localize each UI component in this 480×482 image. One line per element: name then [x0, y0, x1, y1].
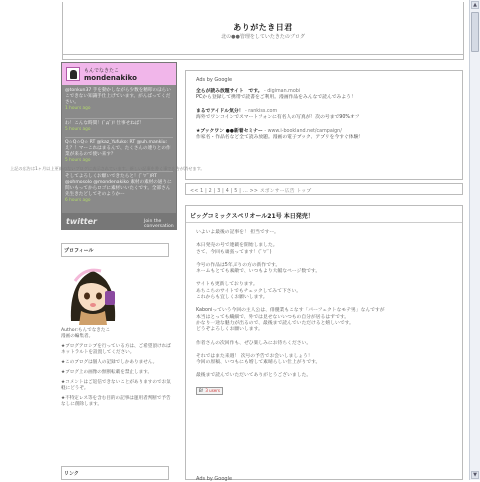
- post-title-bar: [186, 206, 462, 223]
- ad-item[interactable]: [196, 129, 456, 141]
- scroll-up-arrow-icon[interactable]: ▲: [471, 1, 479, 9]
- twitter-widget-footer: [62, 213, 176, 229]
- site-subtitle: 北の●●管理をしていたきたのブログ: [221, 34, 305, 40]
- tweet-divider: [65, 118, 173, 119]
- profile-paragraph: ★このブログは個人の記録でしかありません。: [61, 360, 158, 365]
- tweet-time-link[interactable]: 5 hours ago: [65, 127, 91, 132]
- tweet-text: Q☆Q☆Q☆ RT @kaz_Yufuko: RT @uh.mankiu: え？！マーこれはまるんで、たくさんの連りとの作業が来るので使い来す？: [65, 140, 171, 157]
- profile-paragraph: ★ブログ上の画像の無断転載を禁止します。: [61, 370, 153, 375]
- hatena-bookmark-icon: B!: [199, 387, 204, 393]
- post-paragraph: 最後まで読んでいただいてありがとうございました。: [196, 373, 312, 379]
- links-heading: リンク: [64, 471, 79, 477]
- twitter-logo[interactable]: twitter: [66, 217, 97, 226]
- post-body: [196, 230, 456, 395]
- ad-url[interactable]: - www.i-bookland.net/campaign/: [264, 129, 342, 134]
- sponsored-ads-box: [185, 70, 463, 180]
- profile-caption: [61, 328, 173, 340]
- bookmark-count: 3 users: [205, 387, 220, 393]
- twitter-widget: [61, 62, 177, 230]
- ad-description: 作家名・作品名など全て読み放題。漫画の電子ブック、アプリを今すぐ体験！: [196, 135, 364, 141]
- tweet-item: [65, 88, 173, 112]
- twitter-display-name: もんでなきたこ: [84, 68, 120, 74]
- ad-description: PCから登録して携帯で読書をご利用。漫画作品をみんなで読んでみよう！: [196, 95, 356, 101]
- post-paragraph: いよいよ最後の記事を！ 担当ですー。: [196, 230, 279, 235]
- profile-heading-box: [61, 243, 169, 257]
- vertical-scrollbar[interactable]: [469, 0, 480, 480]
- profile-paragraph: ★コメントはご返信できないことがありますのでお気軽にどうぞ。: [61, 380, 171, 391]
- ad-description: 海外でワンコインでスマートフォンに有名人の写真が！次の号まで90%オフ: [196, 115, 360, 121]
- tweet-text: わ！こんな時間！(ﾟдﾟ)! 仕事せねば！: [65, 121, 144, 126]
- profile-role: 漫画の編集者。: [61, 334, 94, 339]
- join-conversation-link[interactable]: Join the conversation: [144, 219, 174, 229]
- header-divider: [63, 54, 463, 55]
- post-paragraph: 本日発売の号で連載を開始しました。 さて、今回も頑張ってます！(ﾟ∀ﾟ): [196, 243, 278, 255]
- ad-notice: 上記の広告は1ヶ月以上更新のないブログに表示されています。新しい記事を書く事で広告が消せます。: [10, 166, 205, 171]
- post-paragraph: 作者さんの次回作も、ぜひ楽しみにお待ちください。: [196, 340, 312, 346]
- profile-heading: プロフィール: [64, 248, 94, 254]
- site-header: [62, 2, 464, 60]
- ad-item[interactable]: [196, 109, 456, 121]
- tweet-divider: [65, 137, 173, 138]
- twitter-avatar[interactable]: [66, 67, 80, 81]
- post-paragraph: 今号の作品は5年ぶりの方の新作です。 ネームもとても素敵で、いつもより大幅なページ数です。: [196, 262, 321, 275]
- ad-title[interactable]: 全らが読み放題サイト です。: [196, 89, 263, 94]
- profile-avatar-image: [61, 261, 125, 325]
- pagination-nav: [185, 183, 463, 195]
- profile-paragraph: ★不特定レス等を含む目的の記事は運用者判断で予告なしに削除します。: [61, 396, 171, 407]
- post-paragraph: Kaboniっていう今回の主人公は、俳優業もこなす「パーフェクトなモテ男」なんですが 本当はとっても繊細で、外では見せないいつもの自分が居るはずです。 かなり一途な魅力が出るので、最後まで読んでいただけると嬉しいです。 どうぞよろしくお願いします。: [196, 308, 385, 333]
- post-paragraph: サイトも更新しております。 あちこちのサイトでもチェックしてみて下さい。 これからも宜しくお願いします。: [196, 282, 302, 301]
- tweet-item: [65, 140, 173, 164]
- ads-by-google-label[interactable]: Ads by Google: [196, 77, 233, 83]
- ad-item[interactable]: [196, 89, 456, 101]
- site-title[interactable]: ありがたき日君: [233, 23, 293, 32]
- tweet-item: [65, 121, 173, 133]
- profile-author: Author:もんでなきたこ: [61, 328, 111, 333]
- profile-paragraph: ★ブログアロシブを行っている方は、ご希望頂ければネットラルトを設置してください。: [61, 344, 171, 355]
- post-paragraph: それではまた来週！ 次号の予告でお会いしましょう！ 今回の原稿、いつもにも増して素晴らしい仕上がりです。: [196, 353, 321, 366]
- tweet-time-link[interactable]: 1 hours ago: [65, 106, 91, 111]
- scroll-down-arrow-icon[interactable]: ▼: [471, 471, 479, 479]
- post-title[interactable]: ビッグコミックスペリオール21号 本日発売！: [190, 213, 314, 220]
- hatena-bookmark-button[interactable]: [196, 387, 223, 395]
- avatar-face-icon: [70, 70, 77, 79]
- ad-title[interactable]: ★ブックワン ●●新着セミナー: [196, 129, 263, 134]
- tweet-text: そしてよろしくお願いできたらと！(ﾟ∀ﾟ)RT @ohmosolo @mondenakiko 素材の素材の通りに問いもってからロゴに素材いいたくです。全部さん先生きたどしてそのようかー: [65, 174, 172, 197]
- tweet-time-link[interactable]: 5 hours ago: [65, 158, 91, 163]
- scrollbar-thumb[interactable]: [471, 12, 479, 52]
- ad-title[interactable]: まるでアイドル気分！: [196, 109, 244, 114]
- twitter-widget-header: [62, 63, 176, 85]
- twitter-username[interactable]: mondenakiko: [84, 74, 137, 82]
- tweet-item: [65, 174, 173, 204]
- ad-url[interactable]: - rankiss.com: [245, 109, 278, 114]
- links-heading-box: [61, 466, 169, 480]
- ads-by-google-label[interactable]: Ads by Google: [196, 476, 233, 482]
- pagination-links[interactable]: << 1 | 2 | 3 | 4 | 5 | ... >> スポンサー広告 トップ: [190, 189, 312, 194]
- tweet-time-link[interactable]: 6 hours ago: [65, 198, 91, 203]
- ad-url[interactable]: - digiman.mobi: [263, 89, 301, 94]
- profile-text: [61, 328, 173, 412]
- tweet-text: @tonkun37 手を動かしながら少数を精叩のほらいこできない知識手仕上げています。がんばってください。: [65, 88, 171, 105]
- blog-post: [185, 205, 463, 480]
